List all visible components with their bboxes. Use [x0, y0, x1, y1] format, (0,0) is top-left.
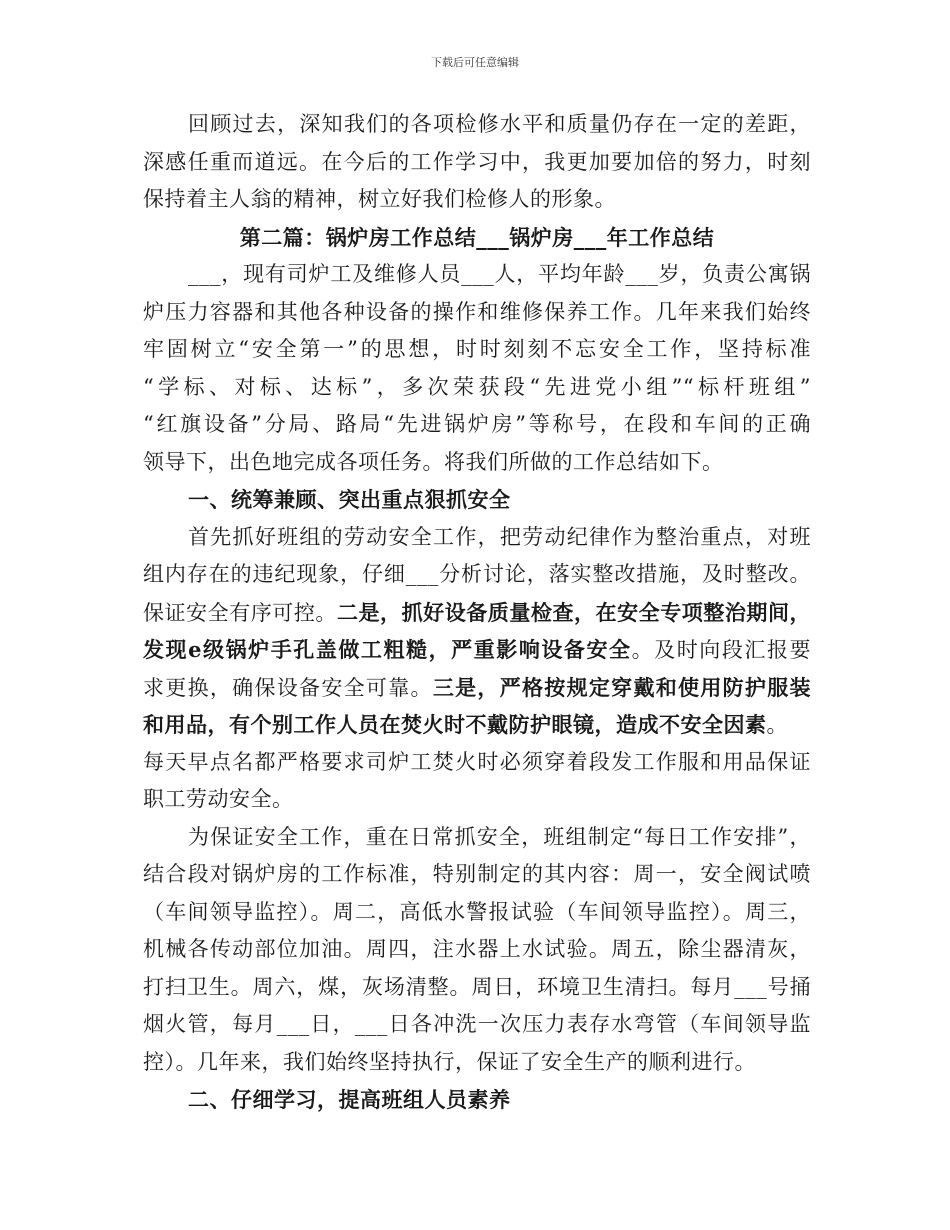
paragraph-line: “红旗设备”分局、路局“先进锅炉房”等称号，在段和车间的正确 [143, 412, 811, 436]
paragraph-line: 深感任重而道远。在今后的工作学习中，我更加要加倍的努力，时刻 [143, 149, 811, 174]
paragraph-line [143, 594, 811, 632]
paragraph-line: 职工劳动安全。 [143, 787, 294, 811]
paragraph-line: 炉压力容器和其他各种设备的操作和维修保养工作。几年来我们始终 [143, 299, 811, 324]
paragraph-line: 烟火管，每月___日，___日各冲洗一次压力表存水弯管（车间领导监 [143, 1012, 811, 1036]
section-title: 第二篇：锅炉房工作总结___锅炉房___年工作总结 [239, 224, 715, 250]
paragraph-line: 打扫卫生。周六，煤，灰场清整。周日，环境卫生清扫。每月___号捅 [143, 974, 811, 999]
paragraph-line [143, 631, 811, 669]
document-body [143, 106, 811, 1119]
paragraph-line: “学标、对标、达标”，多次荣获段“先进党小组”“标杆班组” [143, 374, 811, 399]
bold-text: 三是，严格按规定穿戴和使用防护服装 [432, 674, 812, 700]
paragraph-line: 回顾过去，深知我们的各项检修水平和质量仍存在一定的差距， [188, 112, 811, 136]
paragraph-line: 每天早点名都严格要求司炉工焚火时必须穿着段发工作服和用品保证 [143, 749, 811, 774]
paragraph-line: 领导下，出色地完成各项任务。将我们所做的工作总结如下。 [143, 449, 724, 474]
page-header-note: 下载后可任意编辑 [431, 56, 519, 69]
paragraph-line: 首先抓好班组的劳动安全工作，把劳动纪律作为整治重点，对班 [188, 524, 811, 549]
plain-text: 。及时向段汇报要 [631, 638, 812, 662]
paragraph-line: 机械各传动部位加油。周四，注水器上水试验。周五，除尘器清灰， [143, 937, 811, 961]
plain-text: 求更换，确保设备安全可靠。 [143, 675, 433, 700]
paragraph-line [143, 706, 811, 744]
paragraph-line: 组内存在的违纪现象，仔细___分析讨论，落实整改措施，及时整改。 [143, 562, 811, 586]
paragraph-line: ___，现有司炉工及维修人员___人，平均年龄___岁，负责公寓锅 [188, 262, 811, 286]
bold-text: 二是，抓好设备质量检查，在安全专项整治期间， [336, 599, 812, 625]
paragraph-line: 为保证安全工作，重在日常抓安全，班组制定“每日工作安排”， [188, 824, 811, 849]
paragraph-line: 结合段对锅炉房的工作标准，特别制定的其内容：周一，安全阀试喷 [143, 862, 811, 886]
paragraph-line: 控）。几年来，我们始终坚持执行，保证了安全生产的顺利进行。 [143, 1049, 756, 1074]
subsection-heading: 一、统筹兼顾、突出重点狠抓安全 [188, 487, 511, 512]
paragraph-line: 保持着主人翁的精神，树立好我们检修人的形象。 [143, 187, 616, 211]
bold-text: 和用品，有个别工作人员在焚火时不戴防护眼镜，造成不安全因素 [143, 712, 767, 737]
paragraph-line [143, 669, 811, 707]
plain-text: 。 [766, 713, 788, 737]
bold-text: 发现e级锅炉手孔盖做工粗糙，严重影响设备安全 [143, 637, 632, 662]
paragraph-line: （车间领导监控）。周二，高低水警报试验（车间领导监控）。周三， [143, 899, 811, 924]
plain-text: 保证安全有序可控。 [143, 600, 337, 625]
paragraph-line: 牢固树立“安全第一”的思想，时时刻刻不忘安全工作，坚持标准 [143, 337, 811, 361]
subsection-heading: 二、仔细学习，提高班组人员素养 [188, 1087, 511, 1112]
